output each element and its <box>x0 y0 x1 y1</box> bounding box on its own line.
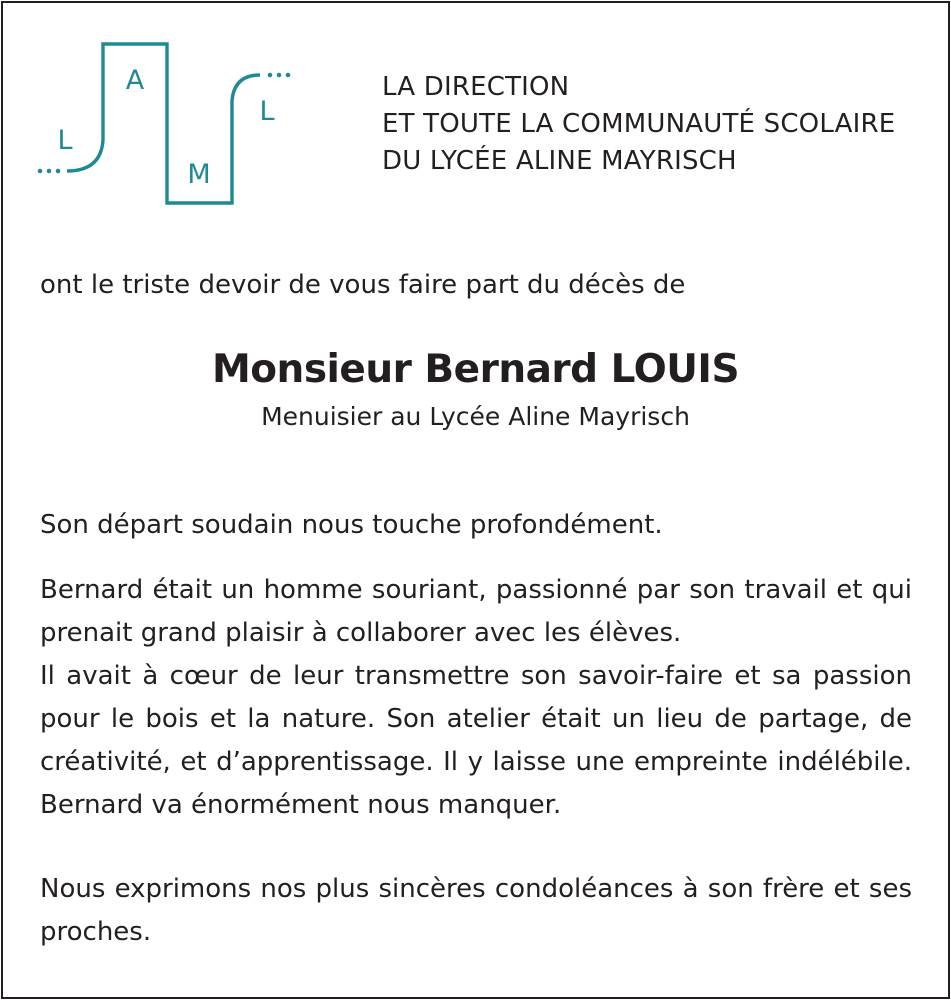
logo-letter-l-left: L <box>57 125 73 156</box>
logo-letter-m: M <box>187 159 211 190</box>
deceased-role: Menuisier au Lycée Aline Mayrisch <box>261 402 690 431</box>
header-line-1: LA DIRECTION <box>382 72 570 102</box>
header-line-2: ET TOUTE LA COMMUNAUTÉ SCOLAIRE <box>382 109 896 139</box>
logo-mark <box>67 44 260 203</box>
body-paragraph-2 <box>40 569 912 827</box>
logo-path <box>67 44 260 203</box>
logo-letter-a: A <box>125 65 145 96</box>
body-paragraph-2-part-1: Bernard était un homme souriant, passionné par son travail et qui prenait grand plaisir à collaborer avec les élèves. <box>40 575 912 648</box>
school-logo <box>30 36 310 216</box>
body-paragraph-3: Nous exprimons nos plus sincères condoléances à son frère et ses proches. <box>40 874 912 947</box>
deceased-name: Monsieur Bernard LOUIS <box>211 347 740 392</box>
body-paragraph-2-part-2: Il avait à cœur de leur transmettre son savoir-faire et sa passion pour le bois et la nature. Son atelier était un lieu de partage, de créativité, et d’apprentissage. Il y laisse une empreinte indélébile. Bernard va énormément nous manquer. <box>40 661 912 820</box>
body-paragraph-1: Son départ soudain nous touche profondément. <box>40 510 663 540</box>
sender-header <box>382 69 895 180</box>
intro-text: ont le triste devoir de vous faire part du décès de <box>40 270 686 300</box>
logo-letter-l-right: L <box>259 96 275 127</box>
logo-dots <box>38 73 291 174</box>
header-line-3: DU LYCÉE ALINE MAYRISCH <box>382 146 737 176</box>
